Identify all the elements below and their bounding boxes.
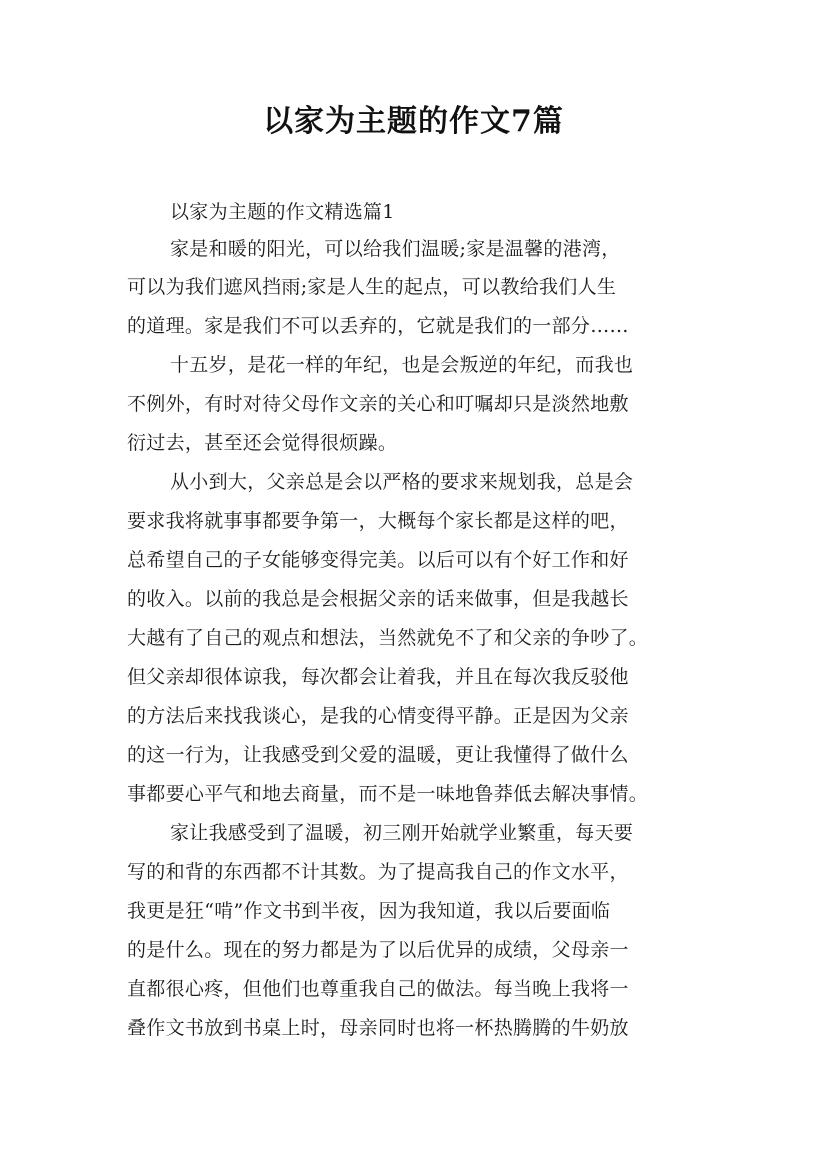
paragraph-line: 家是和暖的阳光，可以给我们温暖;家是温馨的港湾， — [170, 238, 621, 260]
paragraph-line: 的道理。家是我们不可以丢弃的，它就是我们的一部分…… — [127, 315, 629, 337]
paragraph-line: 写的和背的东西都不计其数。为了提高我自己的作文水平， — [127, 861, 629, 883]
paragraph-line: 的方法后来找我谈心，是我的心情变得平静。正是因为父亲 — [127, 705, 629, 727]
paragraph-line: 但父亲却很体谅我，每次都会让着我，并且在每次我反驳他 — [127, 666, 629, 688]
paragraph-line: 叠作文书放到书桌上时，母亲同时也将一杯热腾腾的牛奶放 — [127, 1017, 629, 1039]
paragraph-line: 事都要心平气和地去商量，而不是一味地鲁莽低去解决事情。 — [127, 783, 649, 805]
paragraph-line: 不例外，有时对待父母作文亲的关心和叮嘱却只是淡然地敷 — [127, 393, 629, 415]
paragraph-line: 我更是狂“啃”作文书到半夜，因为我知道，我以后要面临 — [127, 900, 611, 922]
paragraph-line: 总希望自己的子女能够变得完美。以后可以有个好工作和好 — [127, 549, 629, 571]
section-heading: 以家为主题的作文精选篇1 — [170, 201, 395, 223]
paragraph-line: 大越有了自己的观点和想法，当然就免不了和父亲的争吵了。 — [127, 627, 649, 649]
paragraph-line: 的是什么。现在的努力都是为了以后优异的成绩，父母亲一 — [127, 939, 629, 961]
document-title: 以家为主题的作文7篇 — [263, 104, 564, 139]
paragraph-line: 家让我感受到了温暖，初三刚开始就学业繁重，每天要 — [170, 822, 634, 844]
paragraph-line: 的这一行为，让我感受到父爱的温暖，更让我懂得了做什么 — [127, 744, 629, 766]
paragraph-line: 直都很心疼，但他们也尊重我自己的做法。每当晚上我将一 — [127, 978, 629, 1000]
paragraph-line: 可以为我们遮风挡雨;家是人生的起点，可以教给我们人生 — [127, 276, 617, 298]
paragraph-line: 衍过去，甚至还会觉得很烦躁。 — [127, 432, 398, 454]
paragraph-line: 的收入。以前的我总是会根据父亲的话来做事，但是我越长 — [127, 588, 629, 610]
paragraph-line: 要求我将就事事都要争第一，大概每个家长都是这样的吧， — [127, 510, 629, 532]
paragraph-line: 十五岁，是花一样的年纪，也是会叛逆的年纪，而我也 — [170, 354, 634, 376]
paragraph-line: 从小到大，父亲总是会以严格的要求来规划我，总是会 — [170, 471, 634, 493]
